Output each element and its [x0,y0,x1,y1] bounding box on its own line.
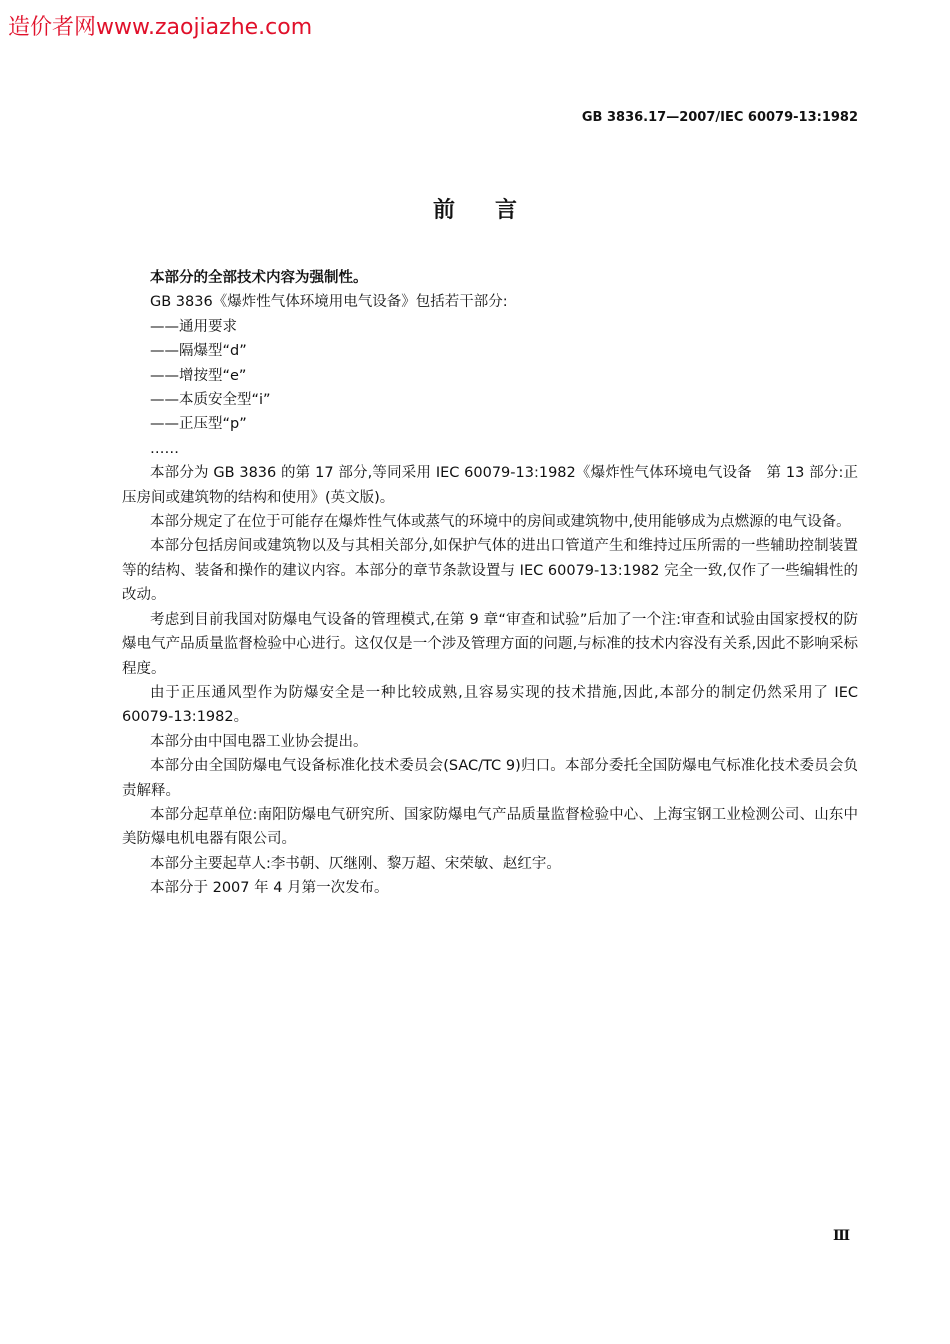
paragraph: 本部分由中国电器工业协会提出。 [150,733,368,750]
parts-intro: GB 3836《爆炸性气体环境用电气设备》包括若干部分: [150,294,508,311]
part-list-item: ——隔爆型“d” [150,343,247,360]
paragraph: 本部分起草单位:南阳防爆电气研究所、国家防爆电气产品质量监督检验中心、上海宝钢工业检测公司、山东中美防爆电机电器有限公司。 [122,806,858,848]
watermark-text: 造价者网www.zaojiazhe.com [8,15,313,40]
part-list-item: ——本质安全型“i” [150,392,271,409]
part-list-item: ——通用要求 [150,318,237,335]
document-body [122,266,858,901]
paragraph: 本部分由全国防爆电气设备标准化技术委员会(SAC/TC 9)归口。本部分委托全国防爆电气标准化技术委员会负责解释。 [122,758,858,799]
paragraph: 本部分于 2007 年 4 月第一次发布。 [150,880,389,897]
paragraph: 本部分主要起草人:李书朝、仄继刚、黎万超、宋荣敏、赵红宇。 [150,855,561,872]
page-title: 前言 [432,197,557,223]
list-ellipsis: …… [150,440,179,457]
paragraph: 考虑到目前我国对防爆电气设备的管理模式,在第 9 章“审查和试验”后加了一个注:审查和试验由国家授权的防爆电气产品质量监督检验中心进行。这仅仅是一个涉及管理方面的问题,与标准的技术内容没有关系,因此不影响采标程度。 [122,611,858,677]
paragraph: 由于正压通风型作为防爆安全是一种比较成熟,且容易实现的技术措施,因此,本部分的制定仍然采用了 IEC 60079-13:1982。 [122,684,858,726]
part-list-item: ——增按型“e” [150,367,247,384]
part-list-item: ——正压型“p” [150,416,247,433]
paragraph: 本部分包括房间或建筑物以及与其相关部分,如保护气体的进出口管道产生和维持过压所需的一些辅助控制装置等的结构、装备和操作的建议内容。本部分的章节条款设置与 IEC 60079-13:1982 完全一致,仅作了一些编辑性的改动。 [122,538,858,604]
paragraph: 本部分为 GB 3836 的第 17 部分,等同采用 IEC 60079-13:1982《爆炸性气体环境电气设备 第 13 部分:正压房间或建筑物的结构和使用》(英文版)。 [122,465,858,506]
standard-number: GB 3836.17—2007/IEC 60079-13:1982 [581,110,858,125]
mandatory-statement: 本部分的全部技术内容为强制性。 [150,270,368,286]
paragraph: 本部分规定了在位于可能存在爆炸性气体或蒸气的环境中的房间或建筑物中,使用能够成为点燃源的电气设备。 [150,514,851,531]
page-number: Ⅲ [832,1228,850,1244]
